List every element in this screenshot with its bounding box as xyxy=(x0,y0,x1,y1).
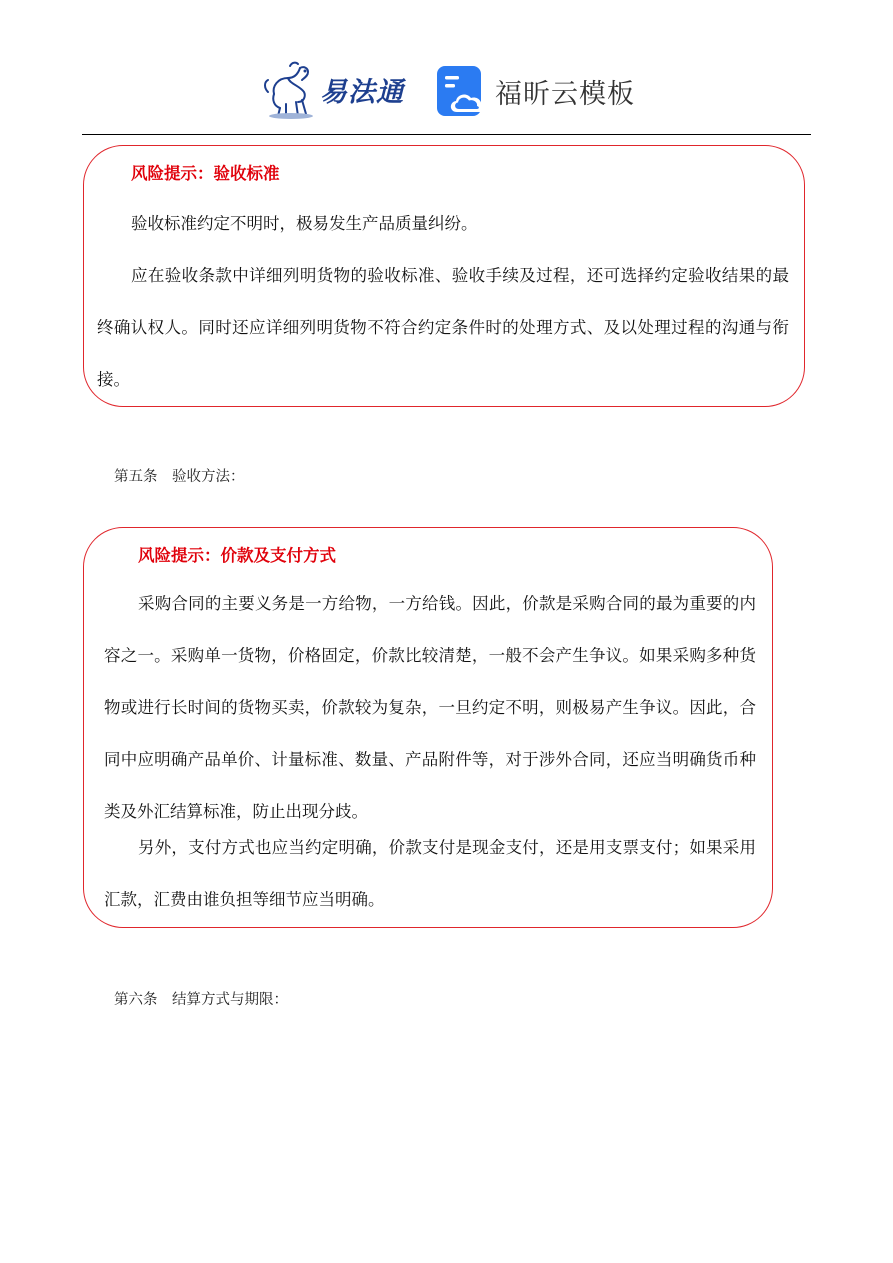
foxit-cloud-template-logo xyxy=(435,64,635,118)
cloud-document-icon xyxy=(435,64,487,118)
risk-paragraph-4: 另外，支付方式也应当约定明确，价款支付是现金支付，还是用支票支付；如果采用汇款，汇费由谁负担等细节应当明确。 xyxy=(104,838,756,909)
yifatong-logo xyxy=(260,58,420,120)
yifatong-brand-text: 易法通 xyxy=(320,77,404,108)
risk-paragraph-1: 验收标准约定不明时，极易发生产品质量纠纷。 xyxy=(131,214,478,233)
header-divider xyxy=(82,134,811,135)
risk-title-acceptance-standard: 风险提示：验收标准 xyxy=(131,164,280,183)
foxit-cloud-template-text: 福昕云模板 xyxy=(495,79,635,110)
qilin-emblem-icon xyxy=(260,58,322,120)
article-5-heading: 第五条 验收方法： xyxy=(114,469,245,485)
article-6-heading: 第六条 结算方式与期限： xyxy=(114,992,288,1008)
risk-paragraph-3: 采购合同的主要义务是一方给物，一方给钱。因此，价款是采购合同的最为重要的内容之一。采购单一货物，价格固定，价款比较清楚，一般不会产生争议。如果采购多种货物或进行长时间的货物买卖，价款较为复杂，一旦约定不明，则极易产生争议。因此，合同中应明确产品单价、计量标准、数量、产品附件等，对于涉外合同，还应当明确货币种类及外汇结算标准，防止出现分歧。 xyxy=(104,594,756,821)
risk-title-price-payment: 风险提示：价款及支付方式 xyxy=(138,546,336,565)
risk-paragraph-2: 应在验收条款中详细列明货物的验收标准、验收手续及过程，还可选择约定验收结果的最终确认权人。同时还应详细列明货物不符合约定条件时的处理方式、及以处理过程的沟通与衔接。 xyxy=(97,266,789,389)
page-header xyxy=(0,0,893,135)
